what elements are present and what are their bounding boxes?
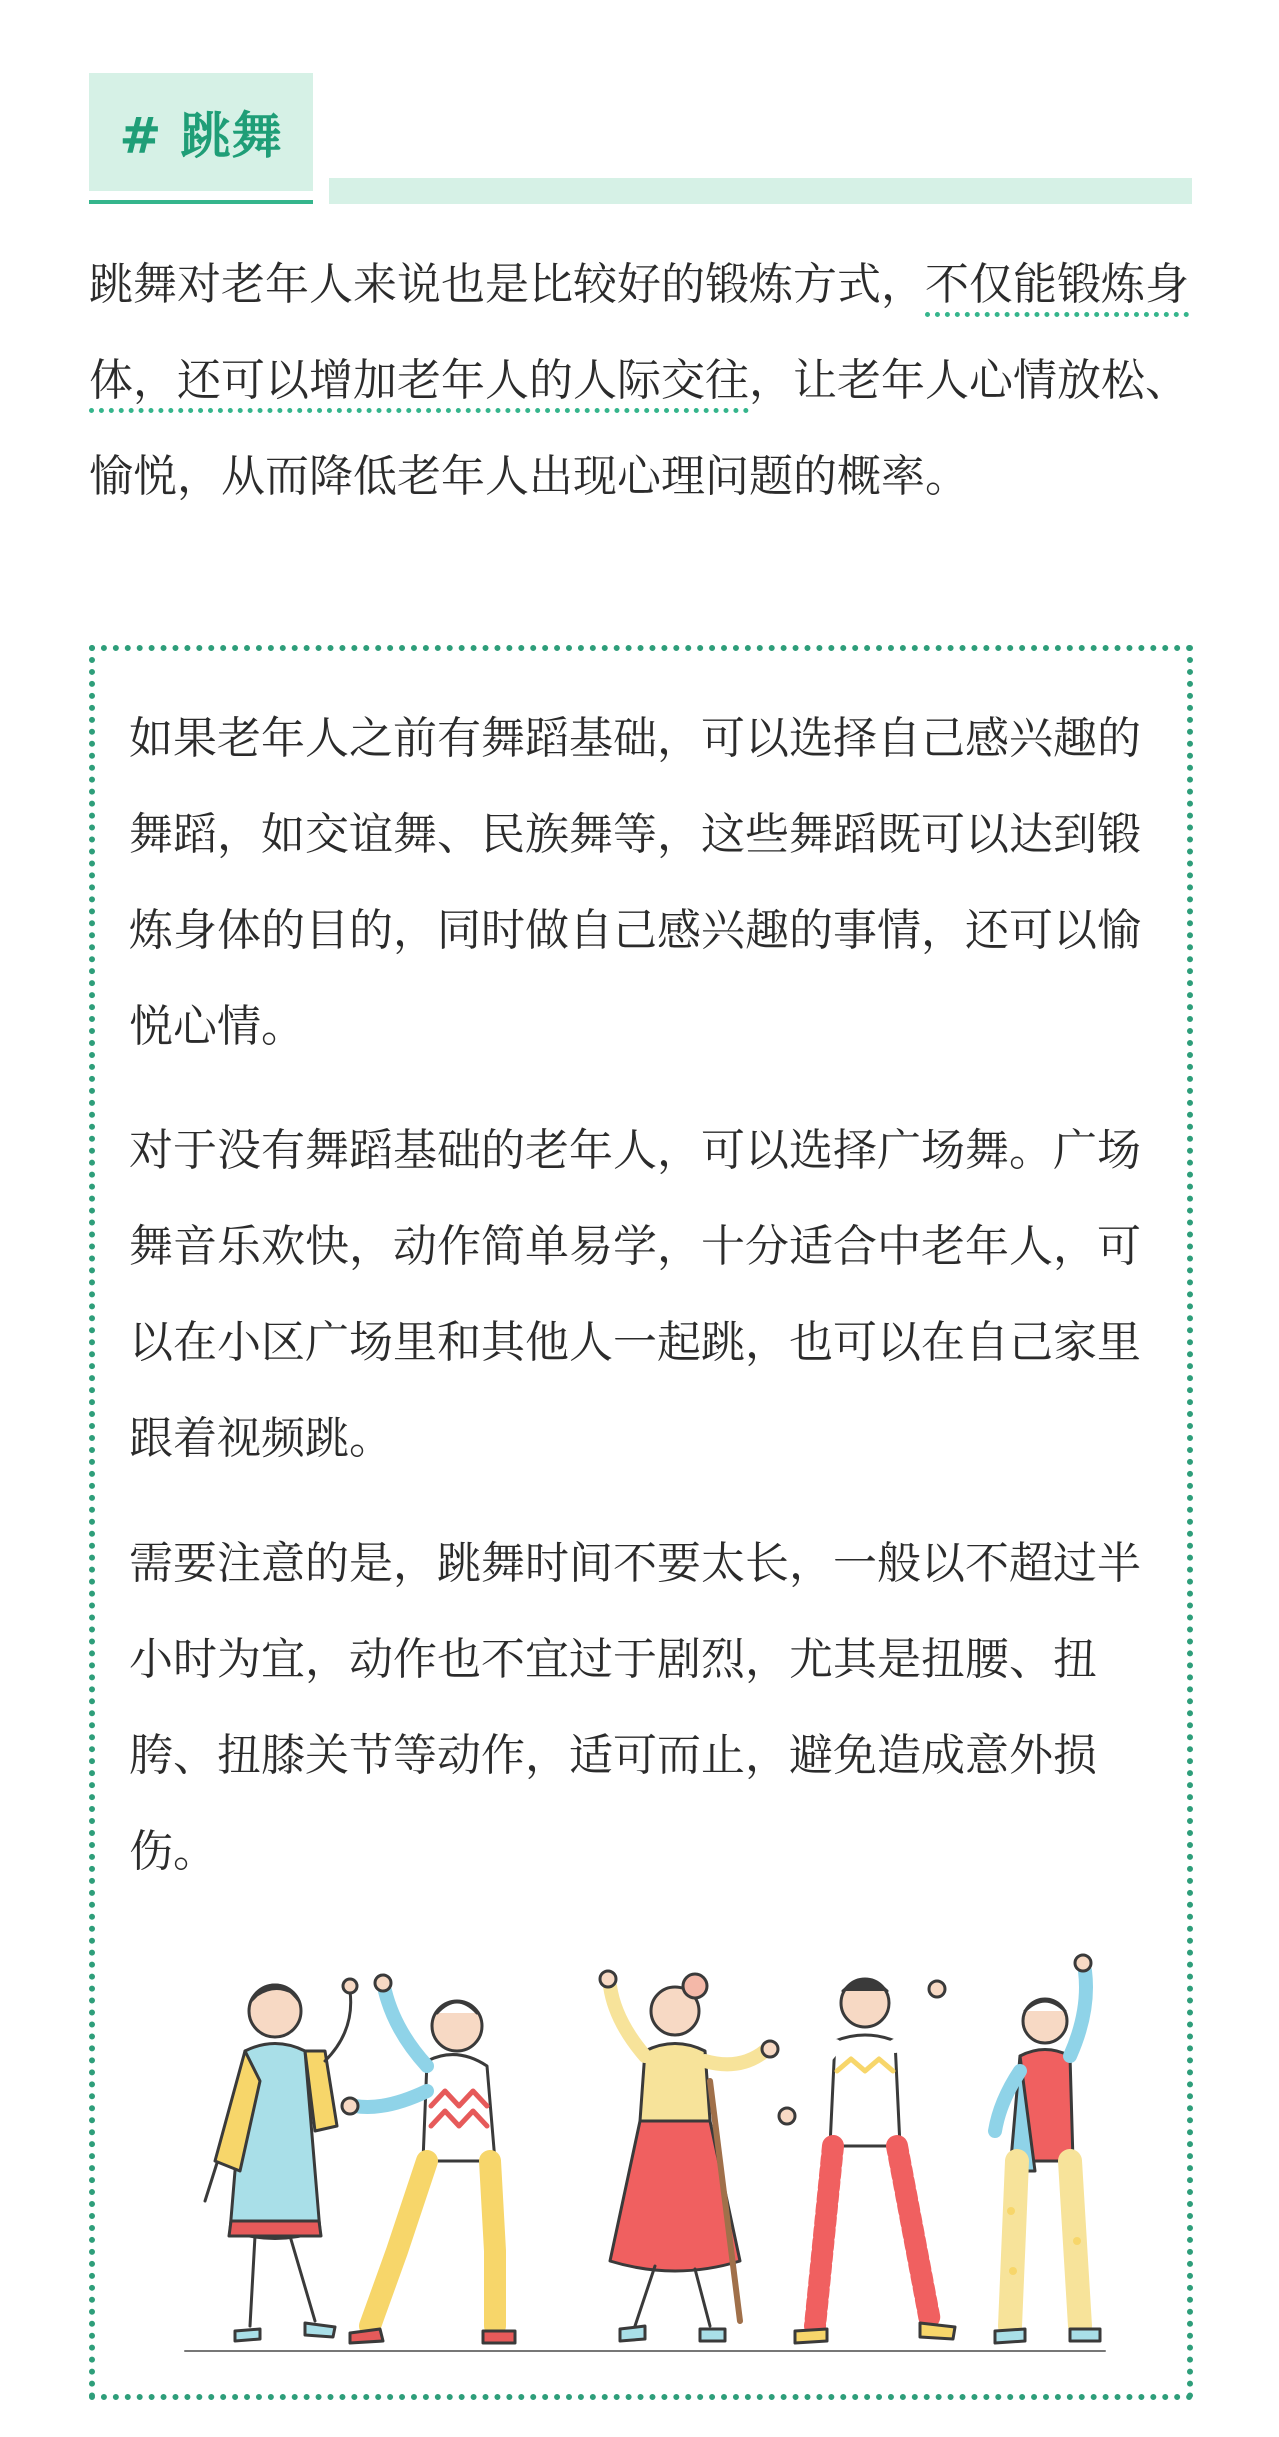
heading-decor-band <box>329 178 1192 204</box>
dancer-3-illustration <box>600 1971 778 2341</box>
tip-paragraph-1: 如果老年人之前有舞蹈基础，可以选择自己感兴趣的舞蹈，如交谊舞、民族舞等，这些舞蹈既可以达到锻炼身体的目的，同时做自己感兴趣的事情，还可以愉悦心情。 <box>129 713 1141 1052</box>
tips-box <box>89 645 1193 2400</box>
intro-highlight: 不仅能锻炼身体，还可以增加老年人的人际交往 <box>89 259 1189 413</box>
intro-paragraph <box>89 237 1193 525</box>
hash-symbol: # <box>119 107 163 165</box>
intro-text-after: ，让老年人心情放松、愉悦，从而降低老年人出现心理问题的概率。 <box>89 355 1189 502</box>
dancer-1-illustration <box>205 1979 357 2341</box>
heading-title: 跳舞 <box>180 107 283 165</box>
tip-paragraph-3: 需要注意的是，跳舞时间不要太长，一般以不超过半小时为宜，动作也不宜过于剧烈，尤其是扭腰、扭胯、扭膝关节等动作，适可而止，避免造成意外损伤。 <box>129 1538 1141 1877</box>
section-heading <box>89 73 313 191</box>
heading-underline <box>89 200 313 204</box>
heading-text <box>119 96 282 168</box>
dancer-5-illustration <box>995 1955 1100 2343</box>
dancer-4-illustration <box>779 1979 955 2343</box>
tip-paragraph-2: 对于没有舞蹈基础的老年人，可以选择广场舞。广场舞音乐欢快，动作简单易学，十分适合中老年人，可以在小区广场里和其他人一起跳，也可以在自己家里跟着视频跳。 <box>129 1125 1141 1464</box>
intro-text-before: 跳舞对老年人来说也是比较好的锻炼方式， <box>89 259 925 310</box>
dancing-elders-illustration <box>165 1931 1125 2371</box>
dancer-2-illustration <box>342 1975 515 2343</box>
